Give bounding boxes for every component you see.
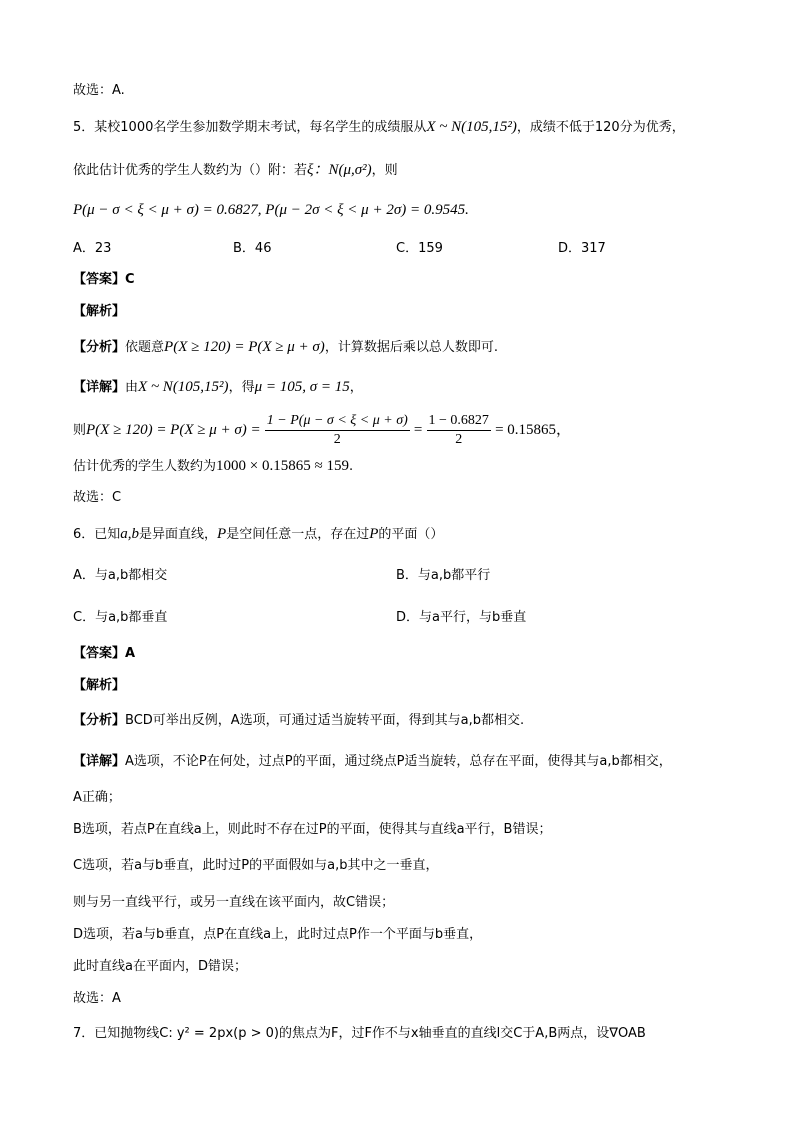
q5-text-tail: ，则 (371, 163, 398, 178)
fenxi-tag: 【分析】 (73, 340, 126, 355)
q5-calc-line: 则P(X ≥ 120) = P(X ≥ μ + σ) = $\frac{1 - P(\mu - \sigma < \xi < \mu + \sigma)}{2}$ = $\frac{1 - 0.6827}{2}$ = 0.15865， (73, 413, 572, 447)
fraction-2-denominator: 2 (455, 432, 463, 447)
q5-estimate (73, 456, 353, 477)
q6-line: 则与另一直线平行，或另一直线在该平面内，故C错误； (73, 895, 395, 910)
q5-option-c: C．159 (396, 241, 443, 256)
xiangjie-text: ， (349, 380, 363, 395)
q6-option-d: D．与a平行，与b垂直 (396, 610, 527, 625)
q6-answer: 【答案】A (73, 646, 136, 661)
fenxi-tail: ，计算数据后乘以总人数即可. (324, 340, 498, 355)
q5-answer: 【答案】C (73, 272, 135, 287)
xiangjie-math: X ~ N(105,15²) (138, 379, 229, 395)
q6-option-c: C．与a,b都垂直 (73, 610, 168, 625)
fenxi-text: 依题意 (125, 340, 165, 355)
xiangjie-math: μ = 105, σ = 15 (254, 379, 350, 395)
q6-line: C选项，若a与b垂直，此时过P的平面假如与a,b其中之一垂直， (73, 858, 439, 873)
q6-line: B选项，若点P在直线a上，则此时不存在过P的平面，使得其与直线a平行，B错误； (73, 822, 552, 837)
q5-math: X ~ N(105,15²) (426, 119, 517, 135)
q5-conclusion: 故选：C (73, 490, 122, 505)
q6-text: 的平面（） (378, 527, 444, 542)
fraction-1-numerator: 1 − P(μ − σ < ξ < μ + σ) (265, 412, 410, 431)
q6-fenxi (73, 711, 524, 731)
q6-line: 此时直线a在平面内，D错误； (73, 959, 247, 974)
q6-text: 是异面直线， (139, 527, 218, 542)
fraction-1 (265, 412, 410, 449)
fraction-1-denominator: 2 (333, 432, 341, 447)
q5-option-d: D．317 (558, 241, 606, 256)
q6-math: P (217, 526, 227, 542)
q5-math: ξ：N(μ,σ²) (307, 162, 372, 178)
q6-text: 6．已知 (73, 527, 121, 542)
q6-xiangjie (73, 752, 672, 772)
q5-text: 5．某校1000名学生参加数学期末考试，每名学生的成绩服从 (73, 120, 427, 135)
q5-formula: P(μ − σ < ξ < μ + σ) = 0.6827, P(μ − 2σ < ξ < μ + 2σ) = 0.9545. (73, 202, 469, 218)
calc-result: = 0.15865， (495, 422, 572, 438)
xiangjie-text: A选项，不论P在何处，过点P的平面，通过绕点P适当旋转，总存在平面，使得其与a,b都相交， (125, 754, 672, 769)
q5-text: 依此估计优秀的学生人数约为（）附：若 (73, 163, 308, 178)
fenxi-text: BCD可举出反例，A选项，可通过适当旋转平面，得到其与a,b都相交. (125, 713, 525, 728)
q5-option-b: B．46 (233, 241, 272, 256)
q6-analysis-heading: 【解析】 (73, 678, 126, 693)
xiangjie-tag: 【详解】 (73, 380, 126, 395)
fraction-2-numerator: 1 − 0.6827 (427, 412, 491, 431)
question-7: 7．已知抛物线C: y² = 2px(p > 0)的焦点为F，过F作不与x轴垂直的直线l交C于A,B两点，设∇OAB (73, 1026, 646, 1041)
q5-fenxi (73, 337, 498, 358)
q6-line: A正确； (73, 790, 121, 805)
xiangjie-text: 由 (125, 380, 139, 395)
calc-math: P(X ≥ 120) = P(X ≥ μ + σ) = (86, 422, 261, 438)
estimate-tail: . (348, 459, 354, 474)
xiangjie-tag: 【详解】 (73, 754, 126, 769)
xiangjie-text: ，得 (228, 380, 255, 395)
q6-math: P (369, 526, 379, 542)
question-5-line-2 (73, 160, 398, 181)
text-line: 故选：A. (73, 83, 125, 98)
q5-text-tail: ，成绩不低于120分为优秀， (516, 120, 685, 135)
question-6 (73, 524, 443, 545)
estimate-math: 1000 × 0.15865 ≈ 159 (216, 458, 349, 474)
q6-line: D选项，若a与b垂直，点P在直线a上，此时过点P作一个平面与b垂直， (73, 927, 483, 942)
fraction-2 (427, 412, 491, 449)
estimate-text: 估计优秀的学生人数约为 (73, 459, 217, 474)
q5-xiangjie (73, 377, 363, 398)
q5-analysis-heading: 【解析】 (73, 304, 126, 319)
question-5-line-3 (73, 200, 469, 221)
question-5-line-1 (73, 117, 685, 138)
calc-text: 则 (73, 423, 87, 438)
q6-option-a: A．与a,b都相交 (73, 568, 168, 583)
q6-conclusion: 故选：A (73, 991, 121, 1006)
fenxi-tag: 【分析】 (73, 713, 126, 728)
q5-option-a: A．23 (73, 241, 112, 256)
fenxi-math: P(X ≥ 120) = P(X ≥ μ + σ) (164, 339, 325, 355)
q6-text: 是空间任意一点，存在过 (226, 527, 370, 542)
q6-option-b: B．与a,b都平行 (396, 568, 491, 583)
q6-math: a,b (120, 526, 140, 542)
